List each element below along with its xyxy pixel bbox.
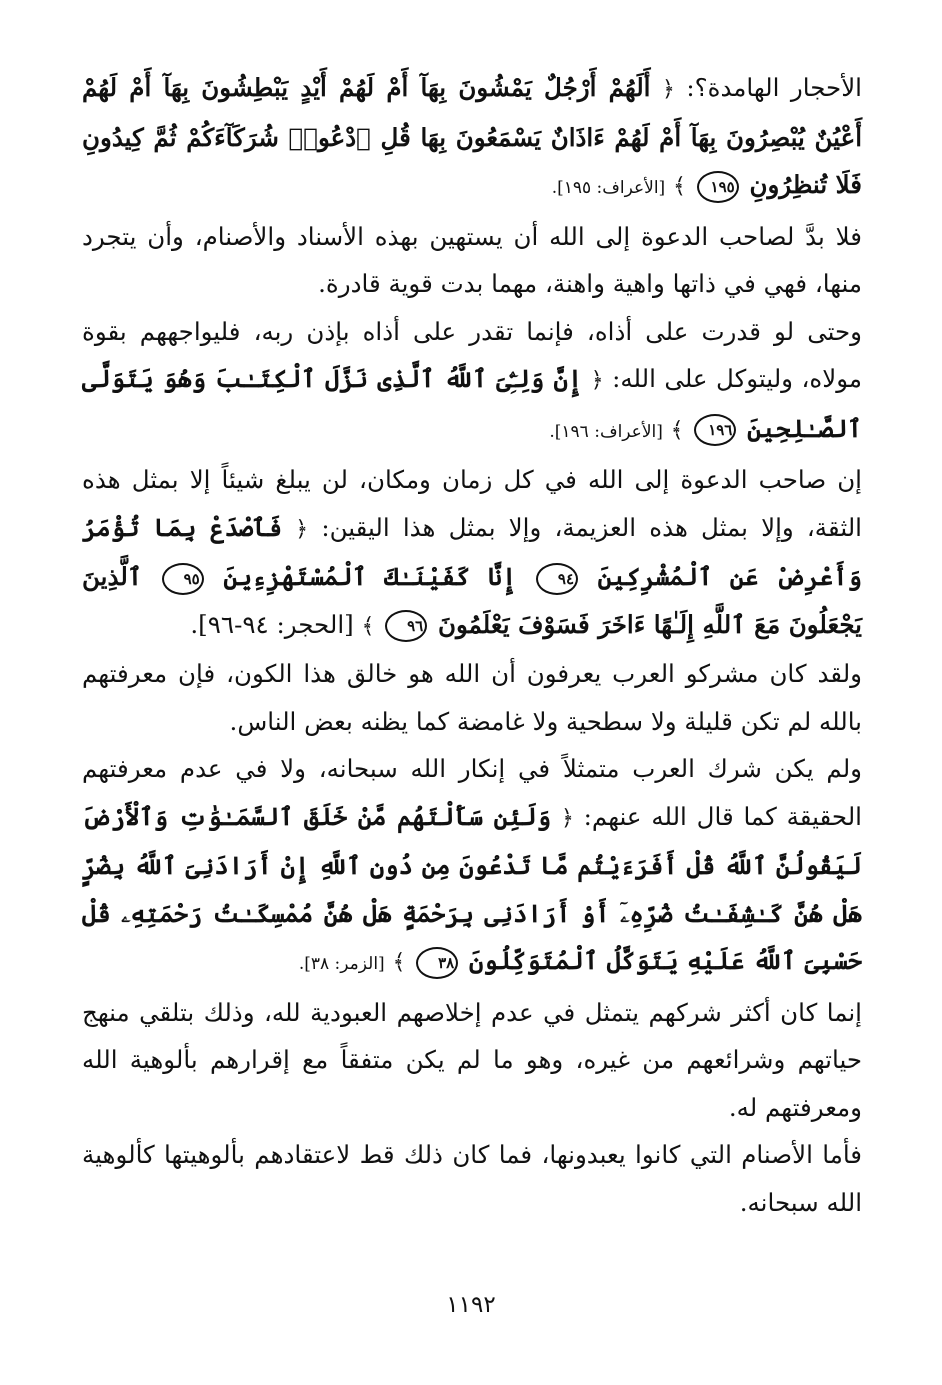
verse-open-bracket: ﴿ xyxy=(590,368,604,393)
intro-text: وحتى لو قدرت على أذاه، فإنما تقدر على أذاه بإذن ربه، فليواجههم بقوة مولاه، وليتوكل على الله: xyxy=(82,316,862,393)
paragraph-6 xyxy=(82,745,862,989)
paragraph-4 xyxy=(82,456,862,650)
verse-number-badge: ٩٤ xyxy=(536,563,578,595)
body-text: إنما كان أكثر شركهم يتمثل في عدم إخلاصهم العبودية لله، وذلك بتلقي منهج حياتهم وشرائعهم من غيره، وهو ما لم يكن متفقاً مع إقرارهم بألوهية الله ومعرفتهم له. xyxy=(82,997,862,1122)
verse-number-badge: ٩٥ xyxy=(162,563,204,595)
verse-reference: [الزمر: ٣٨]. xyxy=(298,954,385,974)
verse-number-badge: ٣٨ xyxy=(416,947,458,979)
page-number: ١١٩٢ xyxy=(446,1292,496,1318)
body-text: ولقد كان مشركو العرب يعرفون أن الله هو خالق هذا الكون، فإن معرفتهم بالله لم تكن قليلة ولا سطحية ولا غامضة كما يظنه بعض الناس. xyxy=(82,659,862,736)
paragraph-8 xyxy=(82,1131,862,1226)
paragraph-1 xyxy=(82,64,862,213)
body-text: فأما الأصنام التي كانوا يعبدونها، فما كان ذلك قط لاعتقادهم بألوهيتها كألوهية الله سبحانه. xyxy=(82,1140,862,1217)
page-body xyxy=(82,64,862,1226)
paragraph-2 xyxy=(82,213,862,308)
verse-close-bracket: ﴾ xyxy=(361,613,375,639)
verse-number-badge: ١٩٥ xyxy=(697,171,739,203)
verse-number-badge: ١٩٦ xyxy=(694,414,736,446)
verse-reference: [الحجر: ٩٤-٩٦]. xyxy=(190,609,354,639)
intro-text: الأحجار الهامدة؟: xyxy=(686,73,862,102)
quran-verse: ٱلَّذِينَ يَجْعَلُونَ مَعَ ٱللَّهِ إِلَـٰهًا ءَاخَرَ فَسَوْفَ يَعْلَمُونَ xyxy=(82,562,862,639)
quran-verse: فَٱصْدَعْ بِمَا تُؤْمَرُ وَأَعْرِضْ عَنِ ٱلْمُشْرِكِينَ xyxy=(82,512,862,591)
body-text: فلا بدَّ لصاحب الدعوة إلى الله أن يستهين بهذه الأسناد والأصنام، وأن يتجرد منها، فهي في ذاتها واهية واهنة، مهما بدت قوية قادرة. xyxy=(82,221,862,298)
verse-open-bracket: ﴿ xyxy=(560,805,574,831)
intro-text: إن صاحب الدعوة إلى الله في كل زمان ومكان، لن يبلغ شيئاً إلا بمثل هذه الثقة، وإلا بمثل هذه العزيمة، وإلا بمثل هذا اليقين: xyxy=(82,465,862,542)
paragraph-7 xyxy=(82,989,862,1132)
verse-number-badge: ٩٦ xyxy=(385,610,427,642)
quran-verse: إِنَّ وَلِـِّۧىَ ٱللَّهُ ٱلَّذِى نَزَّلَ ٱلْكِتَـٰبَ وَهُوَ يَتَوَلَّى ٱلصَّـٰلِحِينَ xyxy=(82,364,862,443)
verse-close-bracket: ﴾ xyxy=(673,174,686,199)
verse-open-bracket: ﴿ xyxy=(661,77,675,102)
verse-open-bracket: ﴿ xyxy=(295,516,309,542)
quran-verse: أَلَهُمْ أَرْجُلٌ يَمْشُونَ بِهَآ أَمْ لَهُمْ أَيْدٍ يَبْطِشُونَ بِهَآ أَمْ لَهُمْ أَعْيُنٌ يُبْصِرُونَ بِهَآ أَمْ لَهُمْ ءَاذَانٌ يَسْمَعُونَ بِهَا قُلِ ٱدْعُوا۟ شُرَكَآءَكُمْ ثُمَّ كِيدُونِ فَلَا تُنظِرُونِ xyxy=(82,73,862,199)
paragraph-3 xyxy=(82,308,862,457)
quran-verse: إِنَّا كَفَيْنَـٰكَ ٱلْمُسْتَهْزِءِينَ xyxy=(223,562,517,591)
verse-close-bracket: ﴾ xyxy=(670,417,684,443)
intro-text: ولم يكن شرك العرب متمثلاً في إنكار الله سبحانه، ولا في عدم معرفتهم الحقيقة كما قال الله عنهم: xyxy=(82,754,862,831)
paragraph-5 xyxy=(82,650,862,745)
quran-verse: وَلَئِن سَأَلْتَهُم مَّنْ خَلَقَ ٱلسَّمَـٰوَٰتِ وَٱلْأَرْضَ لَيَقُولُنَّ ٱللَّهُ قُلْ أَفَرَءَيْتُم مَّا تَدْعُونَ مِن دُونِ ٱللَّهِ إِنْ أَرَادَنِىَ ٱللَّهُ بِضُرٍّ هَلْ هُنَّ كَـٰشِفَـٰتُ ضُرِّهِۦٓ أَوْ أَرَادَنِى بِرَحْمَةٍ هَلْ هُنَّ مُمْسِكَـٰتُ رَحْمَتِهِۦ قُلْ حَسْبِىَ ٱللَّهُ عَلَيْهِ يَتَوَكَّلُ ٱلْمُتَوَكِّلُونَ xyxy=(82,801,862,975)
verse-close-bracket: ﴾ xyxy=(392,950,406,975)
verse-reference: [الأعراف: ١٩٦]. xyxy=(549,421,663,442)
verse-reference: [الأعراف: ١٩٥]. xyxy=(551,178,666,198)
